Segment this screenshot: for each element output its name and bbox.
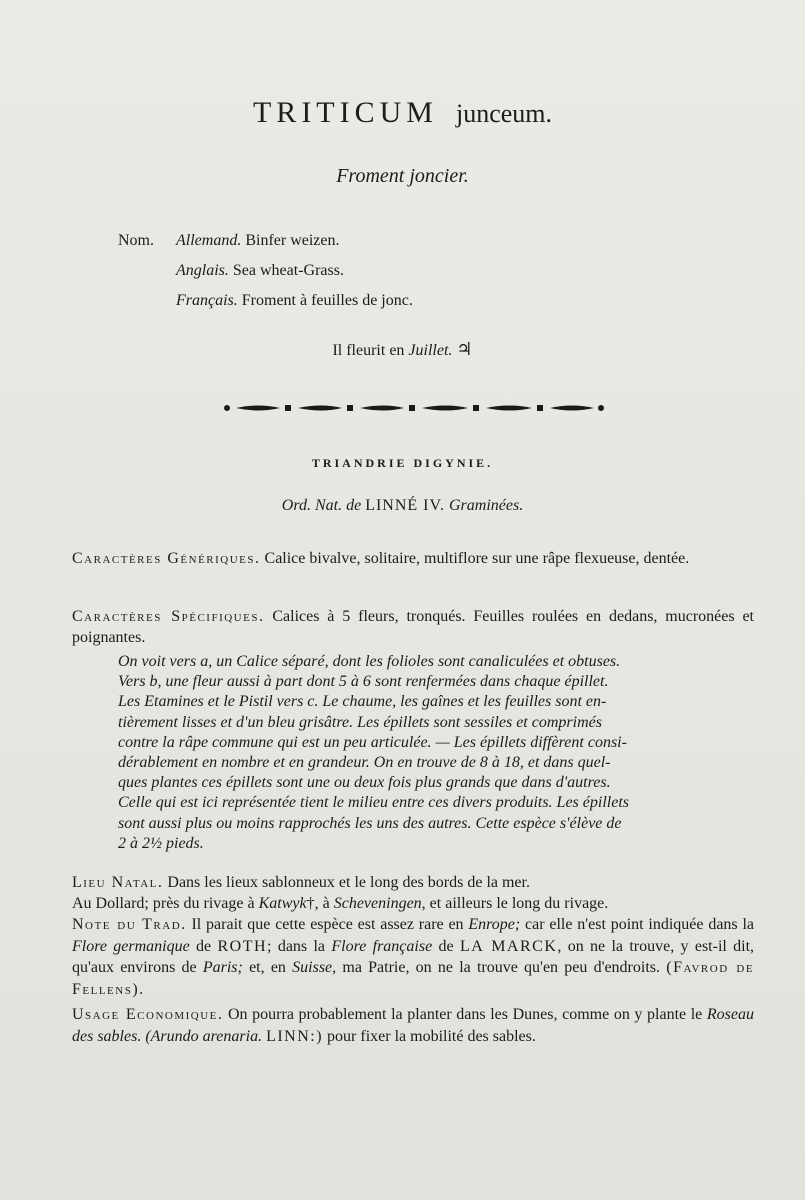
usage-label: Usage Economique.: [72, 1006, 224, 1023]
description-line: On voit vers a, un Calice séparé, dont les folioles sont canaliculées et obtuses.: [118, 653, 621, 670]
page-title: [0, 96, 805, 130]
language-label: Allemand.: [176, 232, 242, 249]
note-europe: Enrope;: [468, 916, 521, 933]
habitat-text: Dans les lieux sablonneux et le long des bords de la mer.: [167, 874, 530, 891]
note-text: et, en: [249, 959, 286, 976]
flowering-month: Juillet.: [408, 342, 453, 359]
habitat-line-1: [72, 872, 754, 893]
description-line: sont aussi plus ou moins rapprochés les uns des autres. Cette espèce s'élève de: [118, 814, 622, 832]
note-text: de: [438, 937, 454, 955]
note-text: ma Patrie, on ne la trouve qu'en peu d'endroits.: [342, 959, 661, 976]
note-text: de: [196, 937, 212, 955]
usage-text: pour fixer la mobilité des sables.: [327, 1027, 536, 1045]
generic-label: Caractères Génériques.: [72, 550, 261, 567]
description-line: 2 à 2½ pieds.: [118, 834, 204, 852]
note-signature: (Favrod de Fellens).: [72, 959, 755, 998]
perennial-symbol: ♃: [456, 339, 473, 359]
note-label: Note du Trad.: [72, 916, 187, 933]
translator-note: [72, 914, 754, 1000]
description-line: Les Etamines et le Pistil vers c. Le chaume, les gaînes et les feuilles sont en-: [118, 693, 607, 711]
habitat-text: †, à: [306, 895, 330, 912]
vernacular-name: Froment à feuilles de jonc.: [241, 292, 413, 309]
vernacular-name: Sea wheat-Grass.: [232, 262, 344, 279]
economic-usage: [72, 1004, 754, 1047]
habitat-line-2: [72, 893, 754, 914]
specific-characters: [72, 606, 754, 648]
description-line: dérablement en nombre et en grandeur. On en trouve de 8 à 18, et dans quel-: [118, 754, 611, 772]
note-flore-germanique: Flore germanique: [72, 937, 190, 955]
species-name: junceum.: [455, 99, 553, 128]
family-name: Graminées.: [449, 497, 524, 514]
language-label: Anglais.: [176, 262, 229, 279]
description-line: tièrement lisses et d'un bleu grisâtre. Les épillets sont sessiles et comprimés: [118, 713, 602, 731]
natural-order: [0, 497, 805, 515]
note-text: , on ne la trouve, y est-il dit, qu'aux environs de: [72, 937, 755, 976]
usage-roseau: Roseau des sables.: [72, 1006, 754, 1045]
specific-label: Caractères Spécifiques.: [72, 608, 265, 625]
order-prefix: Ord. Nat. de: [281, 497, 362, 514]
habitat-label: Lieu Natal.: [72, 874, 164, 891]
order-author: LINNÉ IV.: [365, 497, 445, 514]
description-line: Vers b, une fleur aussi à part dont 5 à 6 sont renfermées dans chaque épillet.: [118, 673, 609, 691]
note-paris: Paris;: [202, 959, 243, 976]
note-text: ; dans la: [267, 937, 326, 955]
linnaean-class: TRIANDRIE DIGYNIE.: [311, 456, 494, 470]
usage-text: On pourra probablement la planter dans les Dunes, comme on y plante le: [228, 1006, 703, 1023]
note-flore-francaise: Flore française: [331, 937, 433, 955]
name-row-french: [118, 286, 413, 316]
note-suisse: Suisse,: [292, 959, 337, 976]
description-line: ques plantes ces épillets sont une ou deux fois plus grands que dans d'autres.: [118, 774, 611, 792]
habitat-text: , et ailleurs le long du rivage.: [421, 895, 609, 912]
generic-characters: [72, 548, 754, 569]
name-row-german: [118, 226, 413, 256]
place-katwyk: Katwyk: [258, 895, 307, 912]
note-author-lamarck: LA MARCK: [459, 937, 558, 955]
nom-label: Nom.: [118, 232, 154, 249]
language-label: Français.: [176, 292, 238, 309]
generic-text: Calice bivalve, solitaire, multiflore sur une râpe flexueuse, dentée.: [264, 550, 690, 567]
name-row-english: [118, 256, 413, 286]
vernacular-name: Binfer weizen.: [245, 232, 340, 249]
description-line: Celle qui est ici représentée tient le milieu entre ces divers produits. Les épillets: [118, 794, 629, 812]
place-scheveningen: Scheveningen: [333, 895, 422, 912]
plate-description: [118, 652, 754, 854]
habitat-text: Au Dollard; près du rivage à: [72, 895, 255, 912]
note-text: Il parait que cette espèce est assez rare en: [191, 916, 464, 933]
common-name: Froment joncier.: [336, 165, 469, 187]
usage-linn: LINN:): [266, 1027, 324, 1045]
specific-text: Calices à 5 fleurs, tronqués. Feuilles roulées en dedans, mucronées et poignantes.: [72, 608, 755, 646]
flowering-line: [0, 339, 805, 360]
note-text: car elle n'est point indiquée dans la: [525, 916, 755, 933]
vernacular-names: [118, 226, 413, 316]
note-author-roth: ROTH: [217, 937, 268, 955]
usage-arundo: (Arundo arenaria.: [145, 1027, 263, 1045]
habitat-section: [72, 872, 754, 914]
genus-name: TRITICUM: [252, 96, 438, 129]
description-line: contre la râpe commune qui est un peu articulée. — Les épillets diffèrent consi-: [118, 733, 627, 751]
ornamental-rule: [222, 398, 606, 418]
flowering-text: Il fleurit en: [332, 342, 405, 359]
